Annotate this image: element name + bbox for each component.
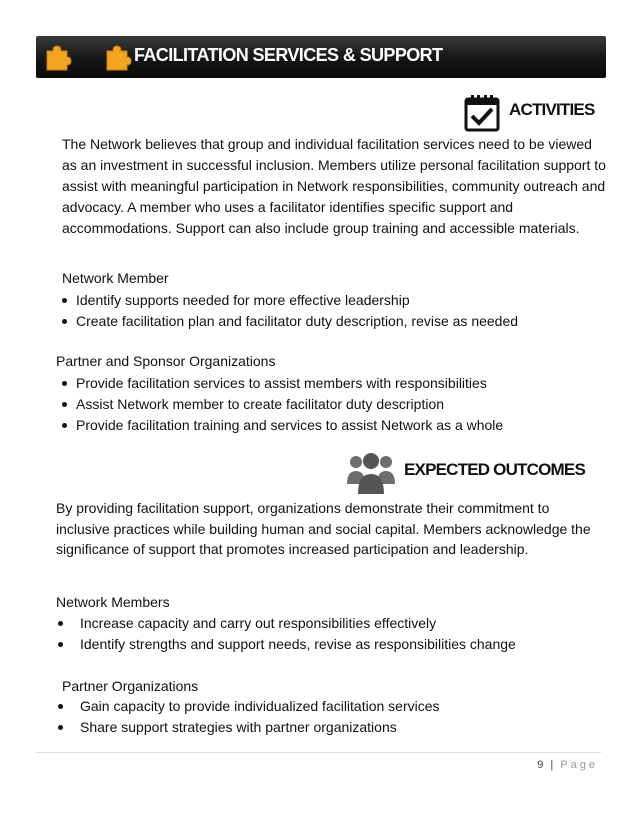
list-item: Share support strategies with partner organizations	[58, 717, 440, 738]
page-number: 9	[537, 759, 544, 771]
footer-divider	[36, 752, 601, 753]
section-title: FACILITATION SERVICES & SUPPORT	[134, 45, 443, 65]
footer-separator: |	[550, 759, 554, 771]
section-banner	[36, 36, 606, 78]
partner-sponsor-list	[62, 373, 503, 436]
network-member-list	[62, 290, 518, 332]
network-members-label: Network Members	[56, 594, 170, 610]
page-footer	[537, 759, 598, 771]
list-item: Increase capacity and carry out responsibilities effectively	[58, 613, 516, 634]
list-item: Assist Network member to create facilitator duty description	[62, 394, 503, 415]
network-members-list	[58, 613, 516, 655]
list-item: Identify supports needed for more effective leadership	[62, 290, 518, 311]
activities-intro: The Network believes that group and individual facilitation services need to be viewed as an investment in successful inclusion. Members utilize personal facilitation support to assist with meaningful participation in Network responsibilities, community outreach and advocacy. A member who uses a facilitator identifies specific support and accommodations. Support can also include group training and accessible materials.	[62, 136, 606, 236]
partner-orgs-label: Partner Organizations	[62, 678, 199, 694]
list-item: Provide facilitation training and services to assist Network as a whole	[62, 415, 503, 436]
list-item: Identify strengths and support needs, revise as responsibilities change	[58, 634, 516, 655]
network-member-label: Network Member	[62, 270, 169, 286]
list-item: Create facilitation plan and facilitator duty description, revise as needed	[62, 311, 518, 332]
people-group-icon	[346, 450, 396, 496]
partner-sponsor-label: Partner and Sponsor Organizations	[56, 353, 276, 369]
partner-orgs-list	[58, 696, 440, 738]
calendar-check-icon	[464, 94, 500, 132]
outcomes-intro: By providing facilitation support, organizations demonstrate their commitment to inclusive practices while building human and social capital. Members acknowledge the significance of support that promotes increased participation and leadership.	[56, 500, 591, 557]
puzzle-piece-icon	[102, 42, 132, 72]
list-item: Gain capacity to provide individualized facilitation services	[58, 696, 440, 717]
puzzle-piece-icon	[42, 42, 72, 72]
list-item: Provide facilitation services to assist members with responsibilities	[62, 373, 503, 394]
activities-heading: ACTIVITIES	[509, 100, 595, 119]
outcomes-heading: EXPECTED OUTCOMES	[404, 460, 585, 479]
page-word: Page	[560, 759, 598, 771]
